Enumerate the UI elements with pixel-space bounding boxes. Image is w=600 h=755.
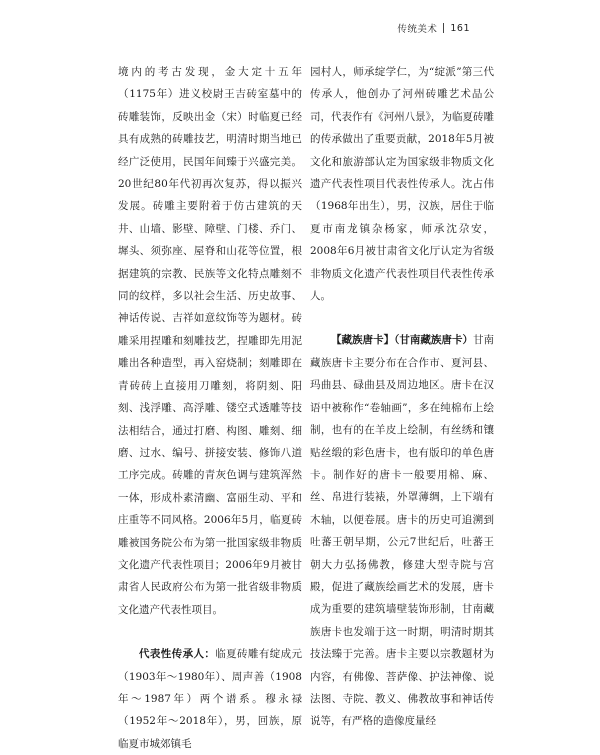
thangka-heading: 【藏族唐卡】（甘南藏族唐卡） xyxy=(331,334,473,347)
left-paragraph-2 xyxy=(118,643,302,755)
right-column xyxy=(310,61,494,733)
page-number: 161 xyxy=(450,22,470,34)
left-column xyxy=(118,61,302,755)
inheritor-label: 代表性传承人： xyxy=(139,648,216,661)
inheritor-text: 临夏砖雕有绽成元（1903年～1980年）、周声善（1908年～1987年）两个谱系。穆永禄（1952年～2018年），男，回族，原临夏市城郊镇毛 xyxy=(118,648,302,750)
header-divider xyxy=(443,23,444,33)
paragraph-gap xyxy=(310,307,494,329)
thangka-text: 甘南藏族唐卡主要分布在合作市、夏河县、玛曲县、碌曲县及周边地区。唐卡在汉语中被称作“卷轴画”，多在纯棉布上绘制，也有的在羊皮上绘制，有丝绣和镶贴丝缎的彩色唐卡，也有版印的单色唐卡。制作好的唐卡一般要用棉、麻、丝、帛进行装裱，外罩薄绸，上下端有木轴，以便卷展。唐卡的历史可追溯到吐蕃王朝早期，公元7世纪后，吐蕃王朝大力弘扬佛教，修建大型寺院与宫殿，促进了藏族绘画艺术的发展，唐卡成为重要的建筑墙壁装饰形制，甘南藏族唐卡也发端于这一时期，明清时期其技法臻于完善。唐卡主要以宗教题材为内容，有佛像、菩萨像、护法神像、说法图、寺院、教义、佛教故事和神话传说等，有严格的造像度量经 xyxy=(310,334,495,728)
right-paragraph-2 xyxy=(310,329,494,732)
left-paragraph-1: 境内的考古发现，金大定十五年（1175年）进义校尉王吉砖室墓中的砖雕装饰，反映出金（宋）时临夏已经具有成熟的砖雕技艺，明清时期当地已经广泛使用，民国年间臻于兴盛完美。20世纪80年代初再次复苏，得以振兴发展。砖雕主要附着于仿古建筑的天井、山墙、影壁、障壁、门楼、乔门、墀头、须弥座、屋脊和山花等位置，根据建筑的宗教、民族等文化特点雕刻不同的纹样，多以社会生活、历史故事、神话传说、吉祥如意纹饰等为题材。砖雕采用捏雕和刻雕技艺，捏雕即先用泥雕出各种造型，再入窑烧制；刻雕即在青砖砖上直接用刀雕刻，将阴刻、阳刻、浅浮雕、高浮雕、镂空式透雕等技法相结合，通过打磨、构图、雕刻、细磨、过水、编号、拼接安装、修饰八道工序完成。砖雕的青灰色调与建筑浑然一体，形成朴素清幽、富丽生动、平和庄重等不同风格。2006年5月，临夏砖雕被国务院公布为第一批国家级非物质文化遗产代表性项目；2006年9月被甘肃省人民政府公布为第一批省级非物质文化遗产代表性项目。 xyxy=(118,66,302,616)
section-title: 传统美术 xyxy=(397,24,438,35)
right-paragraph-1: 园村人，师承绽学仁，为“绽派”第三代传承人，他创办了河州砖雕艺术品公司，代表作有《河州八景》，为临夏砖雕的传承做出了重要贡献，2018年5月被文化和旅游部认定为国家级非物质文化遗产代表性项目代表性传承人。沈占伟（1968年出生），男，汉族，居住于临夏市南龙镇杂杨家，师承沈尕安，2008年6月被甘肃省文化厅认定为省级非物质文化遗产代表性项目代表性传承人。 xyxy=(310,66,494,303)
paragraph-gap xyxy=(118,621,302,643)
running-header xyxy=(397,21,470,35)
